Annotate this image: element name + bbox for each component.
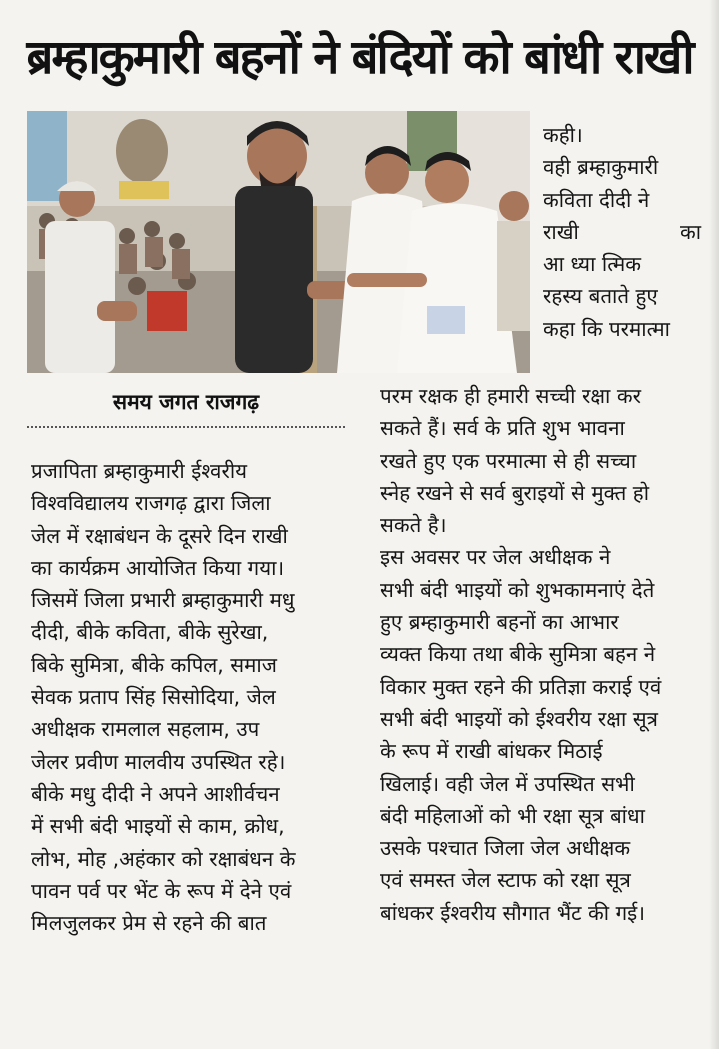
text-line: व्यक्त किया तथा बीके सुमित्रा बहन ने [380,642,656,667]
text-line: बीके मधु दीदी ने अपने आशीर्वचन [31,781,280,806]
text-line: वही ब्रम्हाकुमारी [543,155,659,180]
text-line: रहस्य बताते हुए [543,284,658,309]
text-line: कही। [543,123,583,147]
headline: ब्रम्हाकुमारी बहनों ने बंदियों को बांधी राखी [26,30,693,85]
text-line: स्नेह रखने से सर्व बुराइयों से मुक्त हो [380,480,650,505]
text-line: जेलर प्रवीण मालवीय उपस्थित रहे। [31,749,286,774]
text-line: रखते हुए एक परमात्मा से ही सच्चा [380,448,637,473]
text-line: अधीक्षक रामलाल सहलाम, उप [31,717,260,742]
text-line: इस अवसर पर जेल अधीक्षक ने [380,545,611,570]
article-column-right-top [543,119,701,345]
text-line: जेल में रक्षाबंधन के दूसरे दिन राखी [31,523,288,548]
text-line: सेवक प्रताप सिंह सिसोदिया, जेल [31,685,276,710]
article-column-right-bottom [380,380,700,929]
text-line: एवं समस्त जेल स्टाफ को रक्षा सूत्र [380,868,631,893]
text-line: परम रक्षक ही हमारी सच्ची रक्षा कर [380,384,641,408]
text-line: बिके सुमित्रा, बीके कपिल, समाज [31,652,277,677]
text-line: बांधकर ईश्वरीय सौगात भैंट की गई। [380,900,645,925]
text-line: खिलाई। वही जेल में उपस्थित सभी [380,771,635,796]
text-line: दीदी, बीके कविता, बीके सुरेखा, [31,620,269,645]
text-line: आ ध्या त्मिक [543,252,641,277]
text-line: में सभी बंदी भाइयों से काम, क्रोध, [31,814,285,839]
text-line: मिलजुलकर प्रेम से रहने की बात [31,911,267,936]
byline: समय जगत राजगढ़ [112,390,260,414]
photo-icon [27,111,530,373]
news-photo [27,111,530,373]
text-line: सभी बंदी भाइयों को ईश्वरीय रक्षा सूत्र [380,706,658,731]
text-line: पावन पर्व पर भेंट के रूप में देने एवं [31,878,292,903]
text-line: हुए ब्रम्हाकुमारी बहनों का आभार [380,610,619,635]
text-line: उसके पश्चात जिला जेल अधीक्षक [380,836,631,861]
article-column-left [31,455,347,939]
text-line: कहा कि परमात्मा [543,316,670,341]
page-edge-shadow [709,0,719,1049]
byline-divider [27,426,345,428]
text-line: लोभ, मोह ,अहंकार को रक्षाबंधन के [31,846,296,871]
text-line: का कार्यक्रम आयोजित किया गया। [31,555,285,580]
text-line: सकते हैं। सर्व के प्रति शुभ भावना [380,416,625,441]
text-line: बंदी महिलाओं को भी रक्षा सूत्र बांधा [380,803,645,828]
text-line: सभी बंदी भाइयों को शुभकामनाएं देते [380,577,655,602]
text-line: विश्वविद्यालय राजगढ़ द्वारा जिला [31,491,271,516]
text-line: विकार मुक्त रहने की प्रतिज्ञा कराई एवं [380,674,662,699]
text-line: प्रजापिता ब्रम्हाकुमारी ईश्वरीय [31,459,248,483]
text-line: सकते है। [380,513,447,538]
text-line: के रूप में राखी बांधकर मिठाई [380,739,603,764]
text-line: राखी का [543,219,701,244]
text-line: जिसमें जिला प्रभारी ब्रम्हाकुमारी मधु [31,588,295,613]
text-line: कविता दीदी ने [543,187,650,212]
